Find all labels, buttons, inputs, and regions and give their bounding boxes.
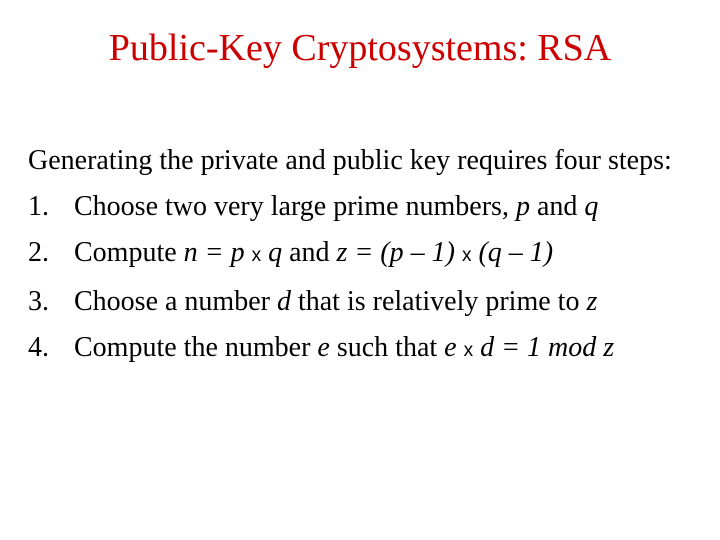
step-text: Compute [74, 237, 184, 268]
variable: e [444, 332, 457, 363]
step-text: Choose two very large prime numbers, [74, 191, 516, 222]
variable: q [268, 237, 283, 268]
step-number: 2. [28, 237, 49, 268]
step-number: 1. [28, 191, 49, 222]
times-symbol: x [463, 340, 474, 361]
variable: p [515, 191, 530, 222]
times-symbol: x [251, 245, 262, 266]
list-item [28, 230, 708, 279]
variable: z [586, 286, 598, 317]
step-text: and [282, 237, 337, 268]
step-number: 4. [28, 332, 49, 363]
variable: (q – 1) [478, 237, 554, 268]
list-item [28, 279, 708, 325]
slide-title: Public-Key Cryptosystems: RSA [108, 27, 612, 69]
step-text: that is relatively prime to [290, 286, 587, 317]
step-number: 3. [28, 286, 49, 317]
variable: d [276, 286, 291, 317]
step-text: Compute the number [74, 332, 318, 363]
times-symbol: x [461, 245, 472, 266]
steps-list [28, 184, 708, 374]
variable: q [584, 191, 599, 222]
variable: d = 1 mod z [480, 332, 615, 363]
step-text: and [529, 191, 585, 222]
variable: z = (p – 1) [336, 237, 455, 268]
variable: e [317, 332, 330, 363]
variable: n = p [183, 237, 245, 268]
intro-text: Generating the private and public key requires four steps: [28, 145, 672, 176]
list-item [28, 184, 708, 230]
step-text: Choose a number [74, 286, 277, 317]
slide-body [28, 138, 708, 374]
step-text: such that [329, 332, 445, 363]
list-item [28, 325, 708, 374]
